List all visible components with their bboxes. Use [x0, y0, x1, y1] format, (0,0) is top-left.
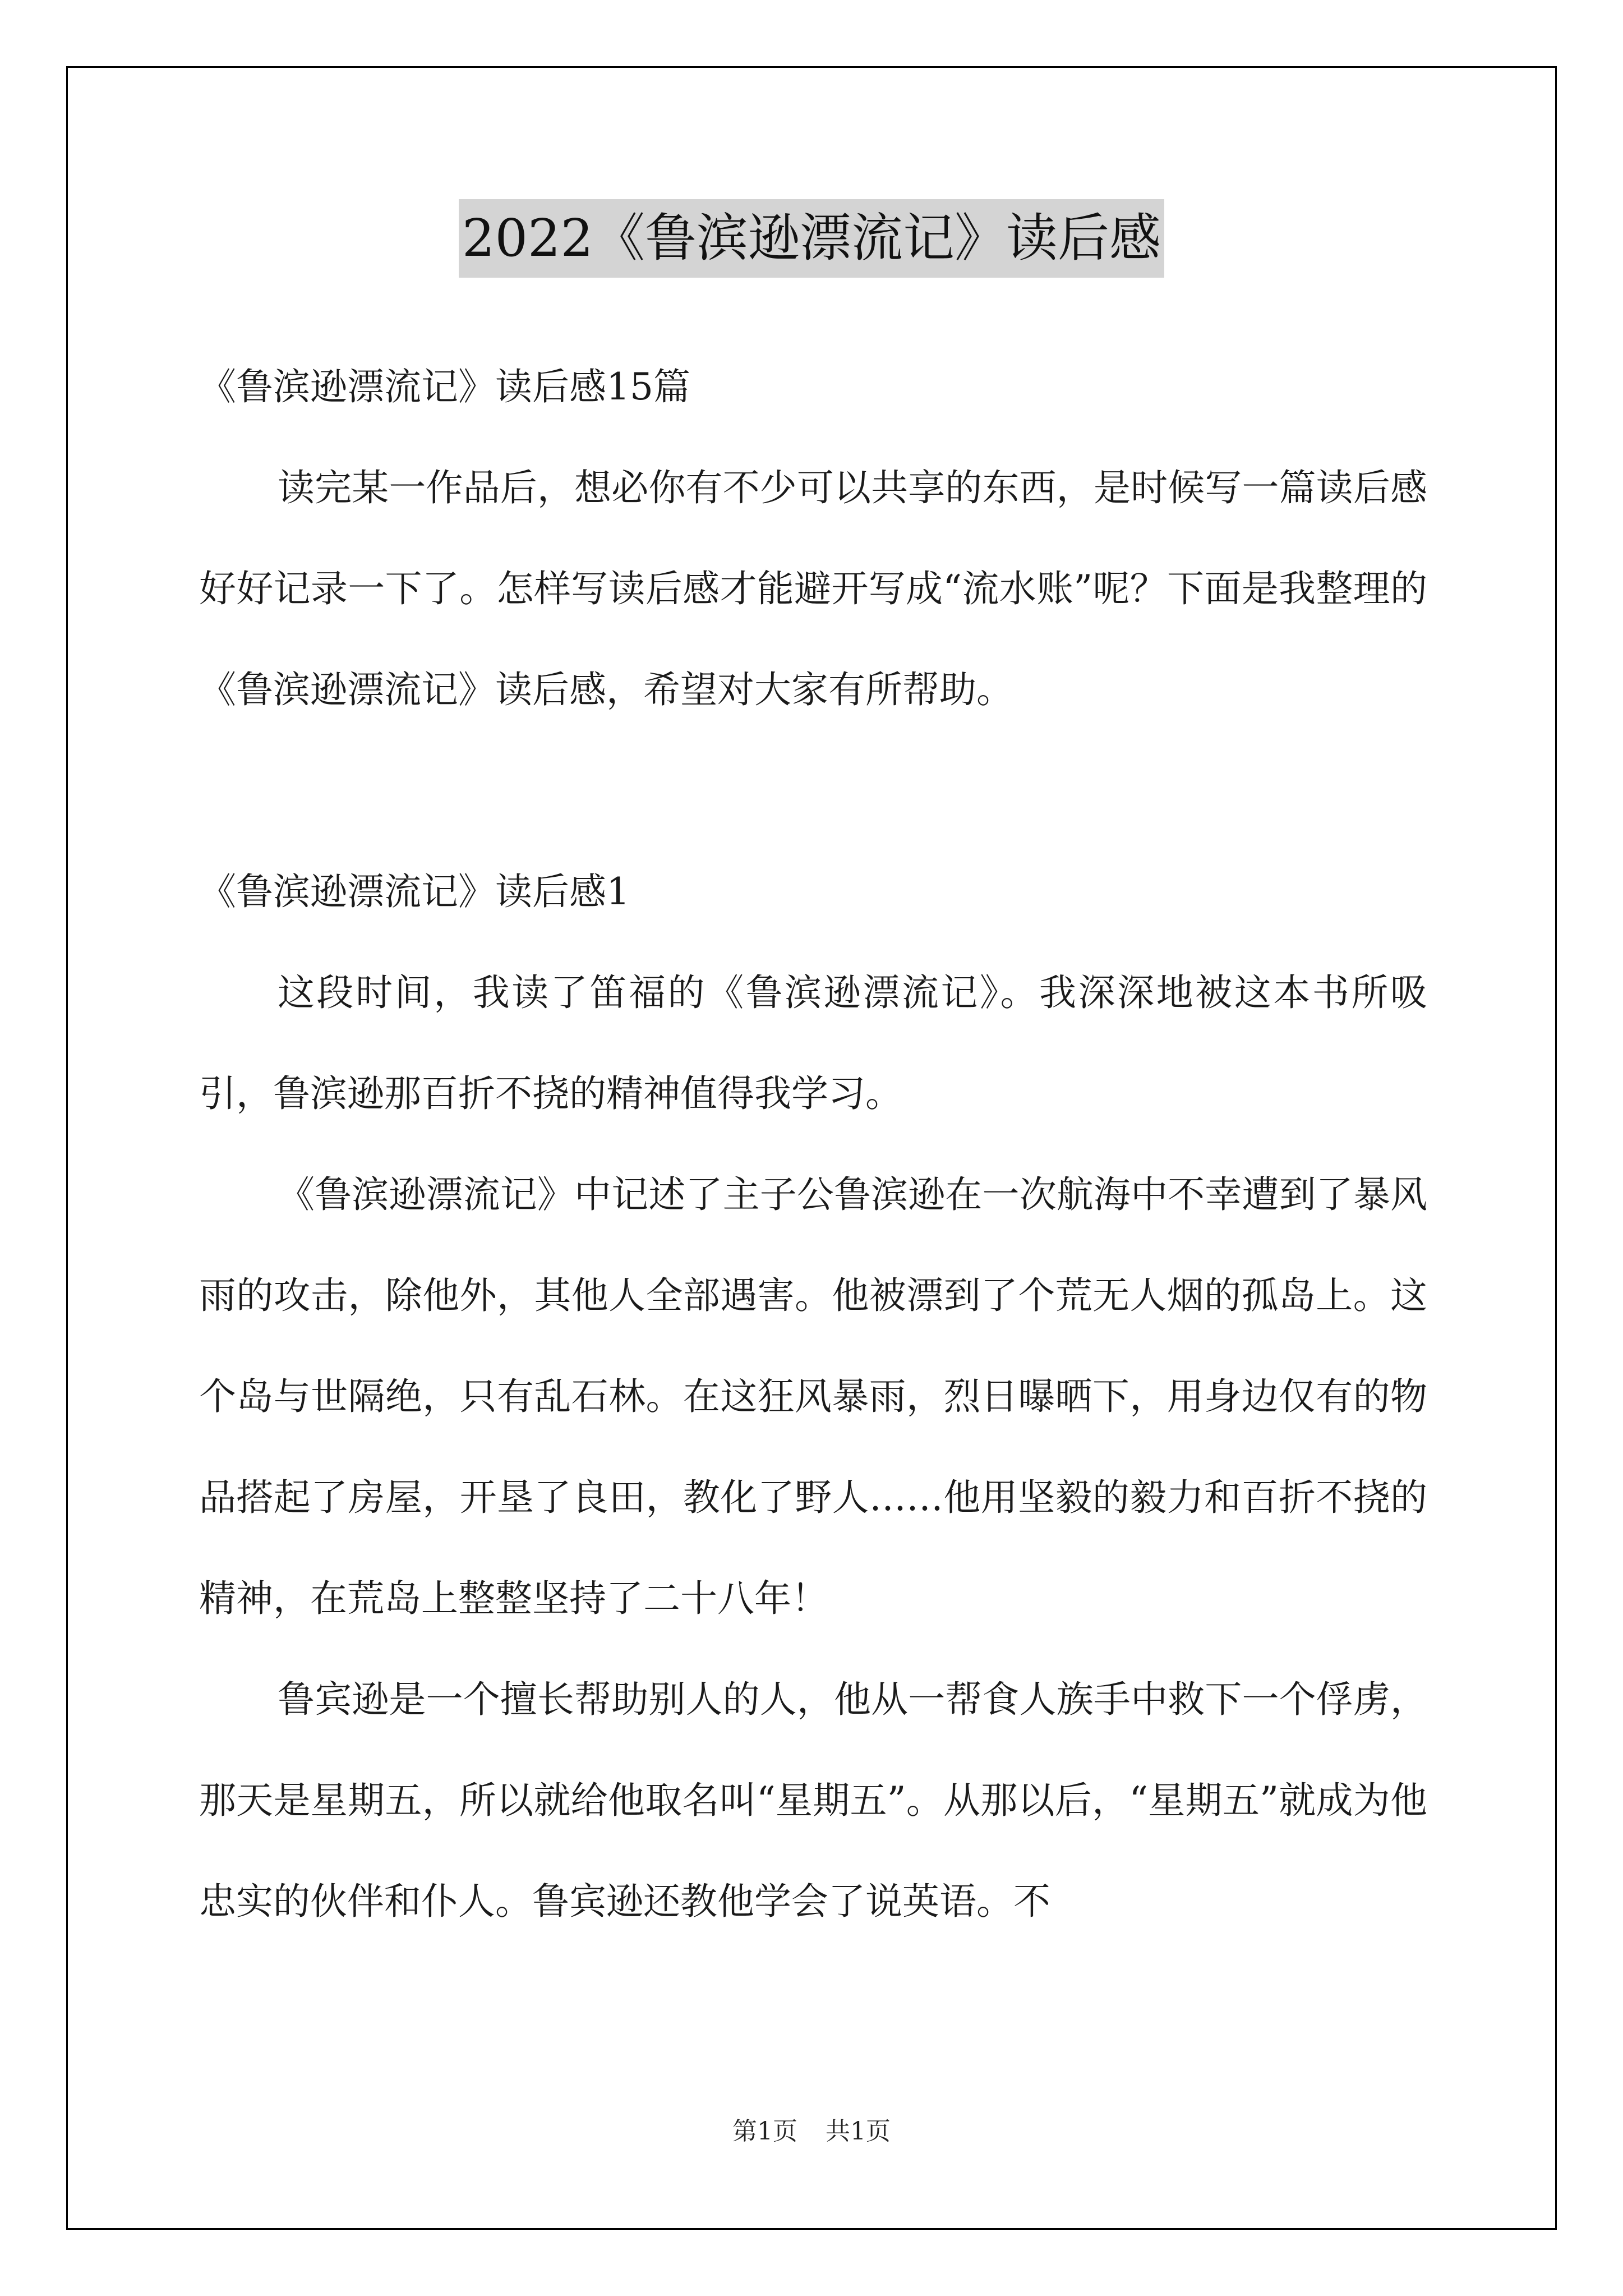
- document-title: 2022《鲁滨逊漂流记》读后感: [459, 199, 1164, 278]
- page-number: 第1页: [732, 2117, 797, 2146]
- document-body: [199, 337, 1427, 1952]
- body-paragraph: 鲁宾逊是一个擅长帮助别人的人，他从一帮食人族手中救下一个俘虏，那天是星期五，所以就给他取名叫“星期五”。从那以后，“星期五”就成为他忠实的伙伴和仆人。鲁宾逊还教他学会了说英语。不: [199, 1678, 1427, 1923]
- intro-paragraph: 读完某一作品后，想必你有不少可以共享的东西，是时候写一篇读后感好好记录一下了。怎样写读后感才能避开写成“流水账”呢？下面是我整理的《鲁滨逊漂流记》读后感，希望对大家有所帮助。: [199, 466, 1427, 711]
- page-total: 共1页: [826, 2117, 891, 2146]
- body-paragraph: 这段时间，我读了笛福的《鲁滨逊漂流记》。我深深地被这本书所吸引，鲁滨逊那百折不挠的精神值得我学习。: [199, 971, 1427, 1115]
- subtitle: 《鲁滨逊漂流记》读后感15篇: [199, 365, 690, 408]
- title-container: [0, 199, 1623, 278]
- page-footer: [0, 2115, 1623, 2148]
- body-paragraph: 《鲁滨逊漂流记》中记述了主子公鲁滨逊在一次航海中不幸遭到了暴风雨的攻击，除他外，其他人全部遇害。他被漂到了个荒无人烟的孤岛上。这个岛与世隔绝，只有乱石林。在这狂风暴雨，烈日曝晒下，用身边仅有的物品搭起了房屋，开垦了良田，教化了野人……他用坚毅的毅力和百折不挠的精神，在荒岛上整整坚持了二十八年！: [199, 1173, 1427, 1620]
- section-heading: 《鲁滨逊漂流记》读后感1: [199, 870, 630, 913]
